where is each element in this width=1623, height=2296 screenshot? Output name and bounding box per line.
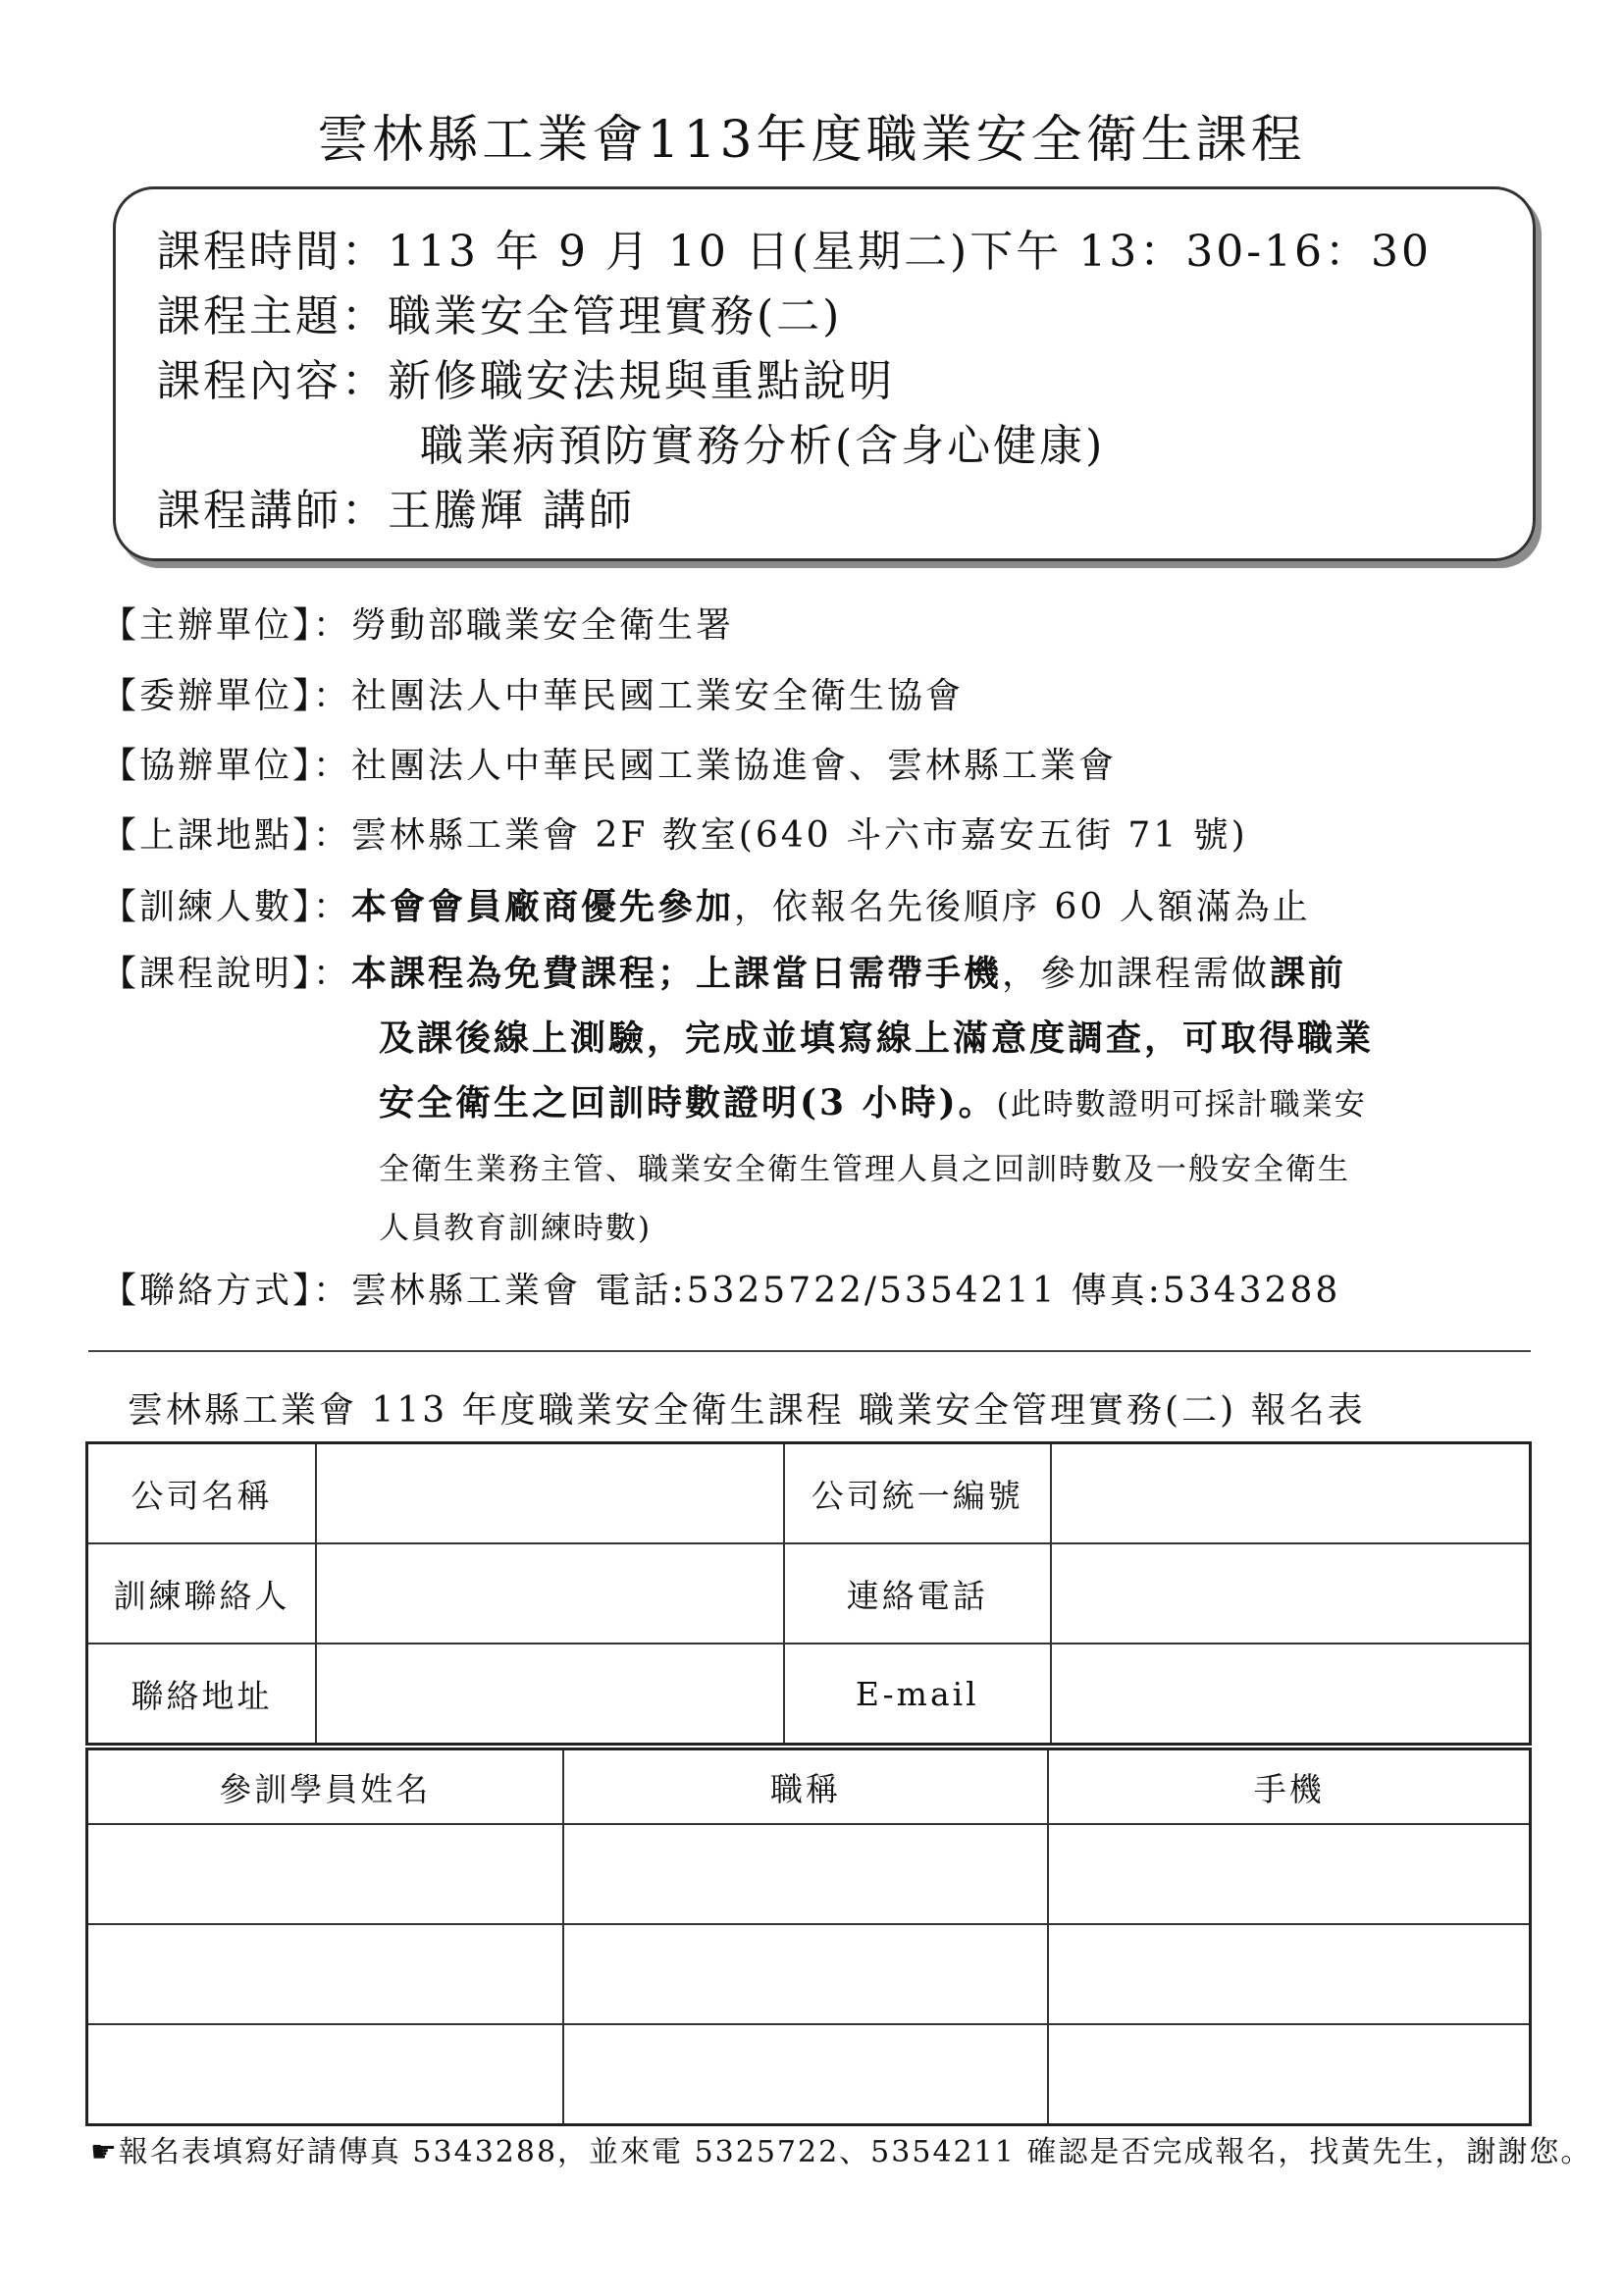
company-name-field[interactable] [316, 1443, 784, 1544]
address-label: 聯絡地址 [87, 1644, 317, 1745]
trainee-count-priority: 本會會員廠商優先參加 [351, 886, 735, 927]
description-line-3 [379, 1077, 1367, 1130]
mobile-field[interactable] [1048, 2024, 1530, 2125]
col-job-title: 職稱 [563, 1749, 1049, 1825]
table-row [87, 1824, 1531, 1924]
commission-unit: 【委辦單位】：社團法人中華民國工業安全衛生協會 [101, 676, 965, 716]
mobile-field[interactable] [1048, 1924, 1530, 2024]
description-bold-2: 及課後線上測驗，完成並填寫線上滿意度調查，可取得職業 [379, 1018, 1375, 1059]
job-title-field[interactable] [563, 1924, 1049, 2024]
contact-info: 【聯絡方式】：雲林縣工業會 電話:5325722/5354211 傳真:5343288 [101, 1271, 1341, 1311]
course-content-1: 課程內容：新修職安法規與重點說明 [157, 356, 895, 406]
job-title-field[interactable] [563, 2024, 1049, 2125]
description-line-5: 人員教育訓練時數) [379, 1211, 653, 1246]
company-id-field[interactable] [1051, 1443, 1531, 1544]
course-content-2: 職業病預防實務分析(含身心健康) [420, 421, 1106, 471]
company-id-label: 公司統一編號 [784, 1443, 1051, 1544]
table-row [87, 2024, 1531, 2125]
contact-phone-label: 連絡電話 [784, 1543, 1051, 1644]
company-name-label: 公司名稱 [87, 1443, 317, 1544]
course-location: 【上課地點】：雲林縣工業會 2F 教室(640 斗六市嘉安五街 71 號) [101, 815, 1248, 856]
description-bold-1b: 課前 [1270, 953, 1347, 994]
contact-person-label: 訓練聯絡人 [87, 1543, 317, 1644]
table-row [87, 1443, 1531, 1544]
page-title: 雲林縣工業會113年度職業安全衛生課程 [317, 111, 1306, 170]
company-info-table [85, 1441, 1532, 1746]
job-title-field[interactable] [563, 1824, 1049, 1924]
description-bold-1: 本課程為免費課程；上課當日需帶手機 [351, 953, 1003, 994]
course-description [101, 948, 1346, 1000]
description-text-1: ，參加課程需做 [1002, 954, 1271, 994]
trainee-count [101, 881, 1311, 933]
table-row [87, 1543, 1531, 1644]
course-instructor: 課程講師：王騰輝 講師 [157, 486, 635, 536]
trainee-name-field[interactable] [87, 2024, 563, 2125]
description-small-3: (此時數證明可採計職業安 [996, 1087, 1367, 1122]
course-time: 課程時間：113 年 9 月 10 日(星期二)下午 13：30-16：30 [157, 227, 1433, 277]
table-row [87, 1644, 1531, 1745]
description-line-4: 全衛生業務主管、職業安全衛生管理人員之回訓時數及一般安全衛生 [379, 1152, 1350, 1187]
col-trainee-name: 參訓學員姓名 [87, 1749, 563, 1825]
trainee-name-field[interactable] [87, 1824, 563, 1924]
table-header-row [87, 1749, 1531, 1825]
trainee-table [85, 1748, 1532, 2126]
email-label: E-mail [784, 1644, 1051, 1745]
contact-person-field[interactable] [316, 1543, 784, 1644]
address-field[interactable] [316, 1644, 784, 1745]
course-description-label: 【課程說明】： [101, 954, 352, 994]
description-bold-3: 安全衛生之回訓時數證明(3 小時)。 [379, 1082, 997, 1123]
host-unit: 【主辦單位】：勞動部職業安全衛生署 [101, 605, 735, 646]
trainee-count-rule: ，依報名先後順序 60 人額滿為止 [734, 887, 1311, 927]
trainee-name-field[interactable] [87, 1924, 563, 2024]
table-row [87, 1924, 1531, 2024]
form-title: 雲林縣工業會 113 年度職業安全衛生課程 職業安全管理實務(二) 報名表 [128, 1390, 1366, 1431]
co-host-unit: 【協辦單位】：社團法人中華民國工業協進會、雲林縣工業會 [101, 746, 1118, 786]
description-line-2 [379, 1013, 1374, 1065]
contact-phone-field[interactable] [1051, 1543, 1531, 1644]
col-mobile: 手機 [1048, 1749, 1530, 1825]
footnote: ☛報名表填寫好請傳真 5343288，並來電 5325722、5354211 確認是否完成報名，找黃先生，謝謝您。 [90, 2135, 1593, 2169]
trainee-count-label: 【訓練人數】： [101, 887, 352, 927]
section-divider [88, 1350, 1531, 1352]
mobile-field[interactable] [1048, 1824, 1530, 1924]
course-topic: 課程主題：職業安全管理實務(二) [157, 291, 843, 341]
email-field[interactable] [1051, 1644, 1531, 1745]
